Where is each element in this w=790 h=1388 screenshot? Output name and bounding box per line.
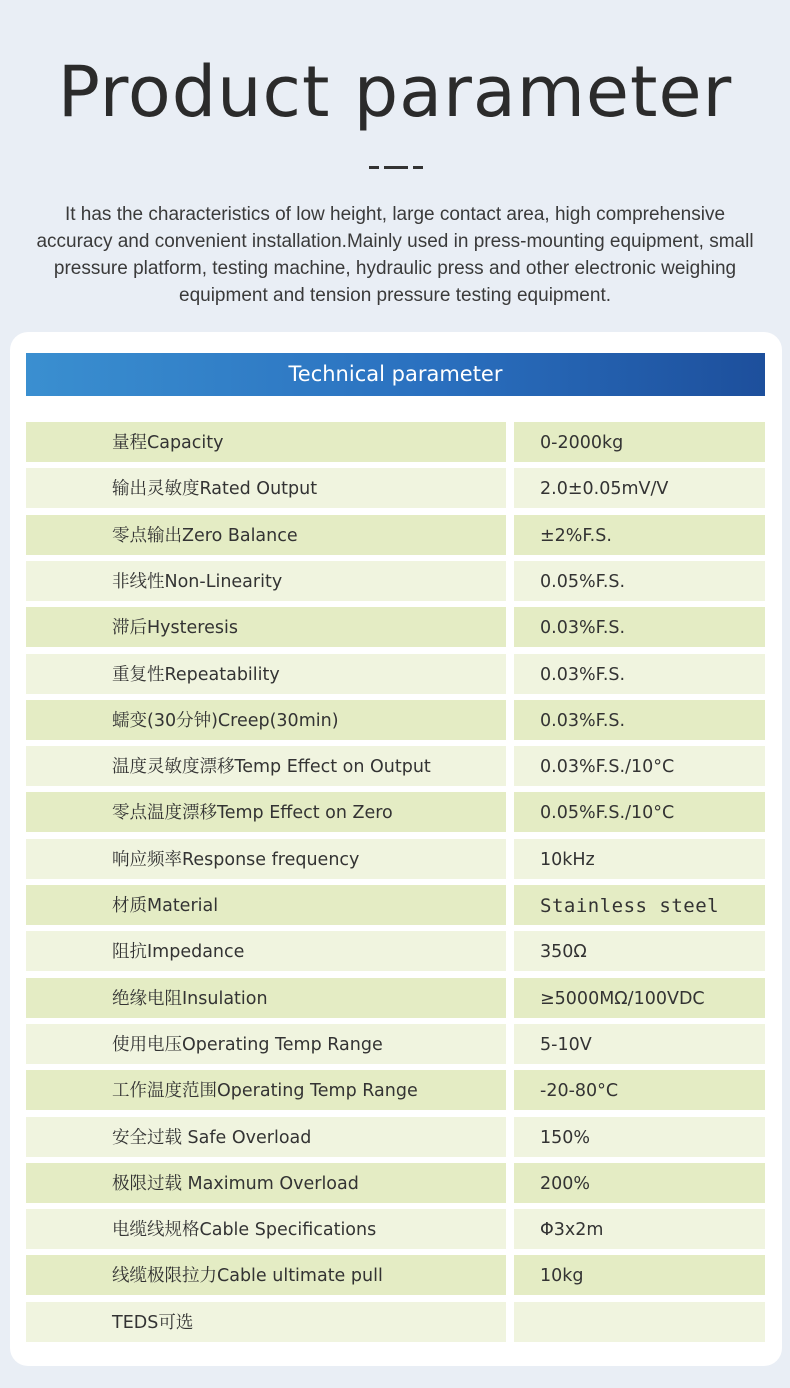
table-row <box>26 1255 765 1295</box>
param-label: TEDS可选 <box>26 1302 506 1342</box>
table-row <box>26 931 765 971</box>
param-label: 零点输出Zero Balance <box>26 515 506 555</box>
param-label: 滞后Hysteresis <box>26 607 506 647</box>
param-label: 非线性Non-Linearity <box>26 561 506 601</box>
param-value: 2.0±0.05mV/V <box>514 468 765 508</box>
product-description: It has the characteristics of low height, large contact area, high comprehensive accuracy and convenient installation.Mainly used in press-mounting equipment, small pressure platform, testing machine, hydraulic press and other electronic weighing equipment and tension pressure testing equipment. <box>36 204 754 306</box>
table-row <box>26 1024 765 1064</box>
table-row <box>26 885 765 925</box>
param-label: 安全过载 Safe Overload <box>26 1117 506 1157</box>
table-row <box>26 1209 765 1249</box>
param-value: -20-80°C <box>514 1070 765 1110</box>
table-row <box>26 978 765 1018</box>
param-value: 5-10V <box>514 1024 765 1064</box>
param-label: 阻抗Impedance <box>26 931 506 971</box>
param-value: 0.03%F.S./10°C <box>514 746 765 786</box>
table-row <box>26 654 765 694</box>
table-row <box>26 1117 765 1157</box>
table-row <box>26 792 765 832</box>
param-value: 10kHz <box>514 839 765 879</box>
param-label: 蠕变(30分钟)Creep(30min) <box>26 700 506 740</box>
param-value: 0.05%F.S./10°C <box>514 792 765 832</box>
technical-parameter-banner: Technical parameter <box>26 353 765 396</box>
table-row <box>26 839 765 879</box>
param-value: 150% <box>514 1117 765 1157</box>
param-label: 使用电压Operating Temp Range <box>26 1024 506 1064</box>
param-label: 材质Material <box>26 885 506 925</box>
param-value: 350Ω <box>514 931 765 971</box>
table-row <box>26 1302 765 1342</box>
table-row <box>26 746 765 786</box>
param-label: 响应频率Response frequency <box>26 839 506 879</box>
param-value: ±2%F.S. <box>514 515 765 555</box>
param-value: 0.03%F.S. <box>514 700 765 740</box>
param-value: 0-2000kg <box>514 422 765 462</box>
param-label: 量程Capacity <box>26 422 506 462</box>
page-title: Product parameter <box>57 51 733 133</box>
param-label: 工作温度范围Operating Temp Range <box>26 1070 506 1110</box>
table-row <box>26 561 765 601</box>
param-value: 0.05%F.S. <box>514 561 765 601</box>
param-value: 0.03%F.S. <box>514 607 765 647</box>
param-value: 200% <box>514 1163 765 1203</box>
title-divider <box>369 166 423 169</box>
param-value: ≥5000MΩ/100VDC <box>514 978 765 1018</box>
table-row <box>26 515 765 555</box>
table-row <box>26 700 765 740</box>
param-label: 温度灵敏度漂移Temp Effect on Output <box>26 746 506 786</box>
table-row <box>26 422 765 462</box>
param-label: 输出灵敏度Rated Output <box>26 468 506 508</box>
param-value <box>514 1302 765 1342</box>
param-value: Stainless steel <box>514 885 765 925</box>
param-label: 极限过载 Maximum Overload <box>26 1163 506 1203</box>
table-row <box>26 1163 765 1203</box>
param-value: 10kg <box>514 1255 765 1295</box>
param-value: Φ3x2m <box>514 1209 765 1249</box>
param-label: 电缆线规格Cable Specifications <box>26 1209 506 1249</box>
table-row <box>26 607 765 647</box>
table-row <box>26 1070 765 1110</box>
param-label: 重复性Repeatability <box>26 654 506 694</box>
param-value: 0.03%F.S. <box>514 654 765 694</box>
param-label: 绝缘电阻Insulation <box>26 978 506 1018</box>
param-label: 线缆极限拉力Cable ultimate pull <box>26 1255 506 1295</box>
param-label: 零点温度漂移Temp Effect on Zero <box>26 792 506 832</box>
table-row <box>26 468 765 508</box>
